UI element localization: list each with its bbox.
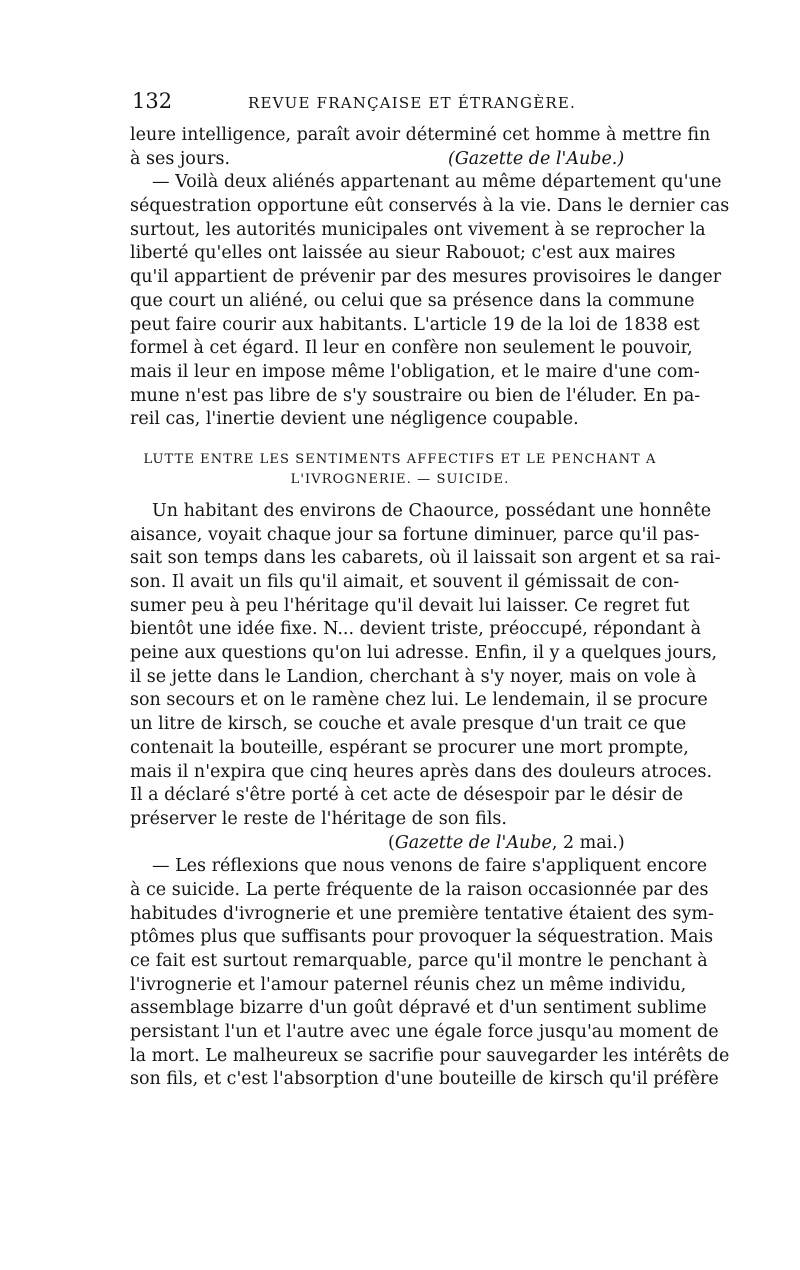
- text-line: à ses jours.: [130, 148, 231, 169]
- text-line: peine aux questions qu'on lui adresse. Enfin, il y a quelques jours,: [130, 643, 718, 664]
- citation: (Gazette de l'Aube, 2 mai.): [388, 832, 625, 853]
- book-page: [130, 88, 730, 1092]
- section-title-line: L'IVROGNERIE. — SUICIDE.: [290, 471, 510, 487]
- text-line: liberté qu'elles ont laissée au sieur Rabouot; c'est aux maires: [130, 243, 676, 264]
- paragraph-2: [130, 171, 730, 432]
- running-head: [130, 88, 670, 124]
- text-line: il se jette dans le Landion, cherchant à s'y noyer, mais on vole à: [130, 666, 697, 687]
- text-line: la mort. Le malheureux se sacrifie pour sauvegarder les intérêts de: [130, 1045, 730, 1066]
- text-line: à ce suicide. La perte fréquente de la raison occasionnée par des: [130, 879, 709, 900]
- text-line: mais il leur en impose même l'obligation, et le maire d'une com-: [130, 361, 700, 382]
- text-line: — Voilà deux aliénés appartenant au même département qu'une: [152, 172, 722, 193]
- citation-line: [130, 832, 670, 856]
- text-line: son. Il avait un fils qu'il aimait, et souvent il gémissait de con-: [130, 572, 680, 592]
- section-title-line: LUTTE ENTRE LES SENTIMENTS AFFECTIFS ET LE PENCHANT A: [143, 451, 657, 467]
- text-line: que court un aliéné, ou celui que sa présence dans la commune: [130, 290, 695, 311]
- text-line: sumer peu à peu l'héritage qu'il devait lui laisser. Ce regret fut: [130, 595, 690, 616]
- text-line: ce fait est surtout remarquable, parce qu'il montre le penchant à: [130, 951, 708, 971]
- text-line: son fils, et c'est l'absorption d'une bouteille de kirsch qu'il préfère: [130, 1069, 719, 1090]
- page-number: 132: [132, 89, 173, 113]
- text-line: peut faire courir aux habitants. L'article 19 de la loi de 1838 est: [130, 314, 700, 335]
- text-line: son secours et on le ramène chez lui. Le lendemain, il se procure: [130, 690, 708, 711]
- text-line: l'ivrognerie et l'amour paternel réunis chez un même individu,: [130, 974, 687, 995]
- text-line: formel à cet égard. Il leur en confère non seulement le pouvoir,: [130, 338, 693, 359]
- text-line: reil cas, l'inertie devient une négligence coupable.: [130, 409, 579, 430]
- text-line: Il a déclaré s'être porté à cet acte de désespoir par le désir de: [130, 785, 684, 806]
- text-line: contenait la bouteille, espérant se procurer une mort prompte,: [130, 737, 689, 758]
- text-line: Un habitant des environs de Chaource, possédant une honnête: [152, 500, 712, 521]
- text-line: persistant l'un et l'autre avec une égale force jusqu'au moment de: [130, 1022, 719, 1043]
- text-line: séquestration opportune eût conservés à la vie. Dans le dernier cas: [130, 196, 730, 217]
- paragraph-3: [130, 500, 721, 855]
- text-line-with-citation: [130, 148, 670, 172]
- citation-date: , 2 mai.): [551, 832, 625, 853]
- text-line: assemblage bizarre d'un goût dépravé et d'un sentiment sublime: [130, 998, 707, 1019]
- section-title: [130, 450, 670, 490]
- text-line: un litre de kirsch, se couche et avale presque d'un trait ce que: [130, 714, 687, 735]
- text-line: — Les réflexions que nous venons de faire s'appliquent encore: [152, 856, 708, 877]
- text-line: habitudes d'ivrognerie et une première tentative étaient des sym-: [130, 903, 714, 924]
- text-line: aisance, voyait chaque jour sa fortune diminuer, parce qu'il pas-: [130, 524, 700, 545]
- citation-source: Gazette de l'Aube: [394, 832, 552, 853]
- text-line: surtout, les autorités municipales ont vivement à se reprocher la: [130, 219, 706, 240]
- text-line: mune n'est pas libre de s'y soustraire ou bien de l'éluder. En pa-: [130, 385, 701, 406]
- text-line: préserver le reste de l'héritage de son fils.: [130, 808, 507, 829]
- text-line: qu'il appartient de prévenir par des mesures provisoires le danger: [130, 267, 722, 288]
- text-line: bientôt une idée fixe. N... devient triste, préoccupé, répondant à: [130, 619, 702, 640]
- citation: (Gazette de l'Aube.): [448, 148, 625, 169]
- paragraph-4: [130, 855, 730, 1092]
- text-line: ptômes plus que suffisants pour provoquer la séquestration. Mais: [130, 927, 714, 948]
- text-line: mais il n'expira que cinq heures après dans des douleurs atroces.: [130, 761, 713, 782]
- text-line: sait son temps dans les cabarets, où il laissait son argent et sa rai-: [130, 548, 721, 569]
- running-title: REVUE FRANÇAISE ET ÉTRANGÈRE.: [248, 94, 576, 112]
- paragraph-1: [130, 124, 711, 171]
- text-line: leure intelligence, paraît avoir déterminé cet homme à mettre fin: [130, 125, 711, 145]
